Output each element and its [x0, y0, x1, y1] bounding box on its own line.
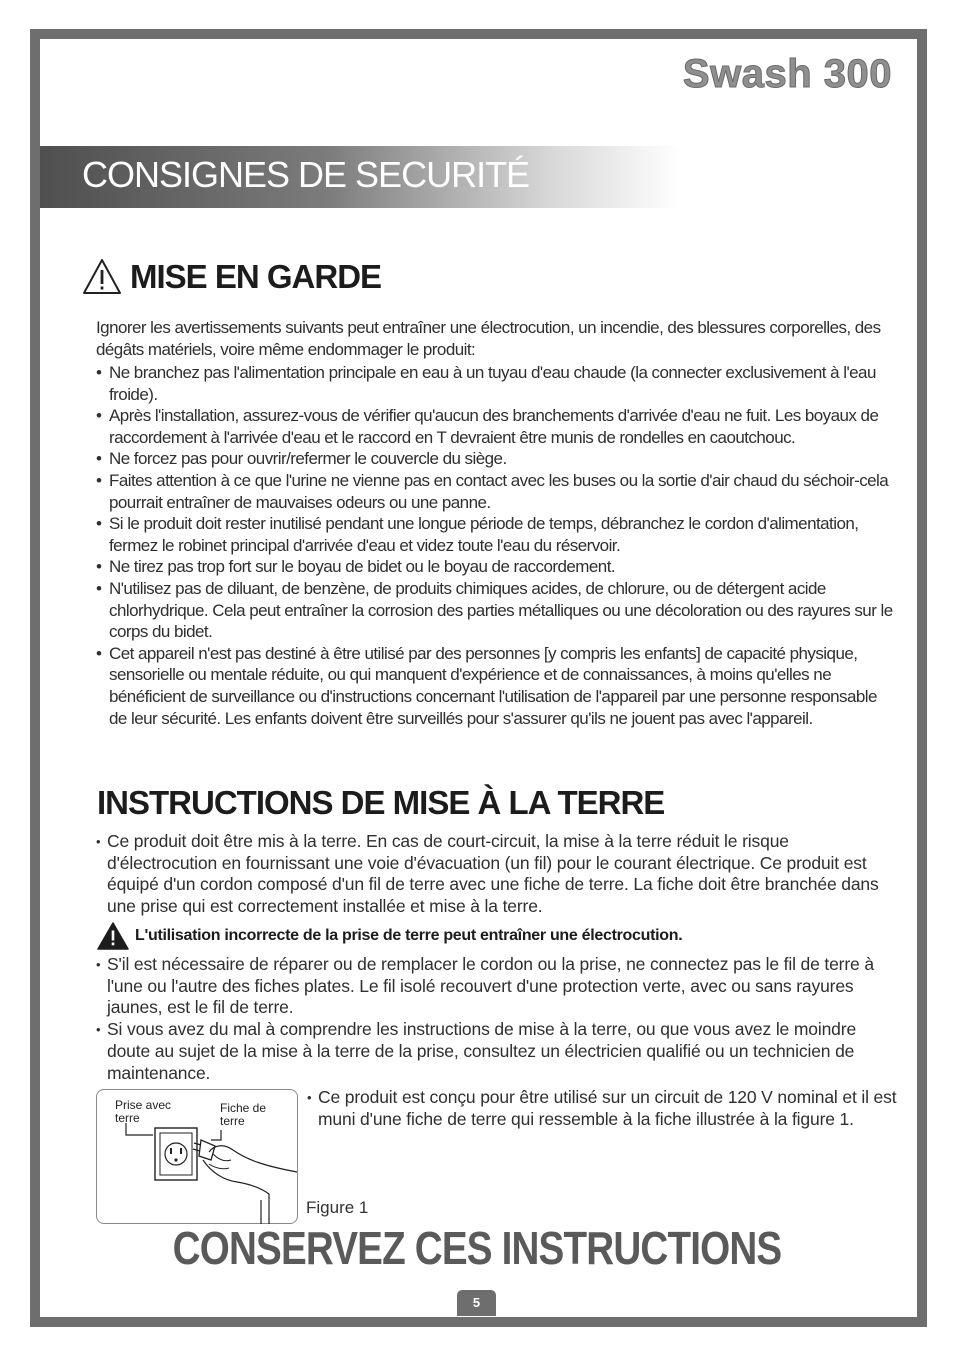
figure-1-illustration	[96, 1089, 298, 1224]
grounding-list-3	[307, 1087, 897, 1130]
electrocution-alert	[97, 922, 682, 950]
warning-triangle-icon	[82, 258, 122, 296]
figure-caption: Figure 1	[306, 1198, 369, 1217]
model-name: Swash 300	[682, 52, 892, 96]
footer-title: CONSERVEZ CES INSTRUCTIONS	[172, 1222, 782, 1274]
list-item: • Si le produit doit rester inutilisé pendant une longue période de temps, débranchez le cordon d'alimentation, fermez le robinet principal d'arrivée d'eau et videz toute l'eau du réservoir.	[96, 513, 896, 556]
list-item: • N'utilisez pas de diluant, de benzène, de produits chimiques acides, de chlorure, ou de détergent acide chlorhydrique. Cela peut entraîner la corrosion des parties métalliques ou une décoloration ou des rayures sur le corps du bidet.	[96, 578, 896, 643]
grounding-list-1	[96, 831, 896, 918]
list-item: • S'il est nécessaire de réparer ou de remplacer le cordon ou la prise, ne connectez pas le fil de terre à l'une ou l'autre des fiches plates. Le fil isolé recouvert d'une protection verte, avec ou sans rayures jaunes, est le fil de terre.	[96, 954, 896, 1019]
list-item: • Cet appareil n'est pas destiné à être utilisé par des personnes [y compris les enfants] de capacité physique, sensorielle ou mentale réduite, ou qui manquent d'expérience et de connaissances, à moins qu'elles ne bénéficient de surveillance ou d'instructions concernant l'utilisation de l'appareil par une personne responsable de leur sécurité. Les enfants doivent être surveillés pour s'assurer qu'ils ne jouent pas avec l'appareil.	[96, 643, 896, 729]
list-item: • Ne branchez pas l'alimentation principale en eau à un tuyau d'eau chaude (la connecter exclusivement à l'eau froide).	[96, 362, 896, 405]
grounding-title: INSTRUCTIONS DE MISE À LA TERRE	[97, 784, 665, 821]
section-title: CONSIGNES DE SECURITÉ	[82, 154, 530, 195]
page-number: 5	[457, 1290, 496, 1316]
list-item: • Ce produit doit être mis à la terre. En cas de court-circuit, la mise à la terre réduit le risque d'électrocution en fournissant une voie d'évacuation (un fil) pour le courant électrique. Ce produit est équipé d'un cordon composé d'un fil de terre avec une fiche de terre. La fiche doit être branchée dans une prise qui est correctement installée et mise à la terre.	[96, 831, 896, 918]
list-item: • Après l'installation, assurez-vous de vérifier qu'aucun des branchements d'arrivée d'eau ne fuit. Les boyaux de raccordement à l'arrivée d'eau et le raccord en T devraient être munis de rondelles en caoutchouc.	[96, 405, 896, 448]
warning-intro: Ignorer les avertissements suivants peut entraîner une électrocution, un incendie, des blessures corporelles, des dégâts matériels, voire même endommager le produit:	[96, 318, 881, 359]
section-banner	[40, 146, 680, 208]
warning-heading	[82, 258, 381, 296]
alert-text: L'utilisation incorrecte de la prise de terre peut entraîner une électrocution.	[135, 927, 683, 944]
warning-list	[96, 362, 896, 729]
list-item: • Ce produit est conçu pour être utilisé sur un circuit de 120 V nominal et il est muni d'une fiche de terre qui ressemble à la fiche illustrée à la figure 1.	[307, 1087, 897, 1130]
warning-title: MISE EN GARDE	[130, 258, 382, 295]
list-item: • Faites attention à ce que l'urine ne vienne pas en contact avec les buses ou la sortie d'air chaud du séchoir-cela pourrait entraîner de mauvaises odeurs ou une panne.	[96, 470, 896, 513]
figure-label-outlet: Prise avec terre	[115, 1098, 172, 1125]
list-item: • Si vous avez du mal à comprendre les instructions de mise à la terre, ou que vous avez le moindre doute au sujet de la mise à la terre de la prise, consultez un électricien qualifié ou un technicien de maintenance.	[96, 1019, 896, 1084]
list-item: • Ne tirez pas trop fort sur le boyau de bidet ou le boyau de raccordement.	[96, 556, 896, 578]
grounding-list-2	[96, 954, 896, 1084]
warning-filled-icon	[97, 922, 129, 950]
list-item: • Ne forcez pas pour ouvrir/refermer le couvercle du siège.	[96, 448, 896, 470]
figure-label-plug: Fiche de terre	[220, 1101, 267, 1128]
